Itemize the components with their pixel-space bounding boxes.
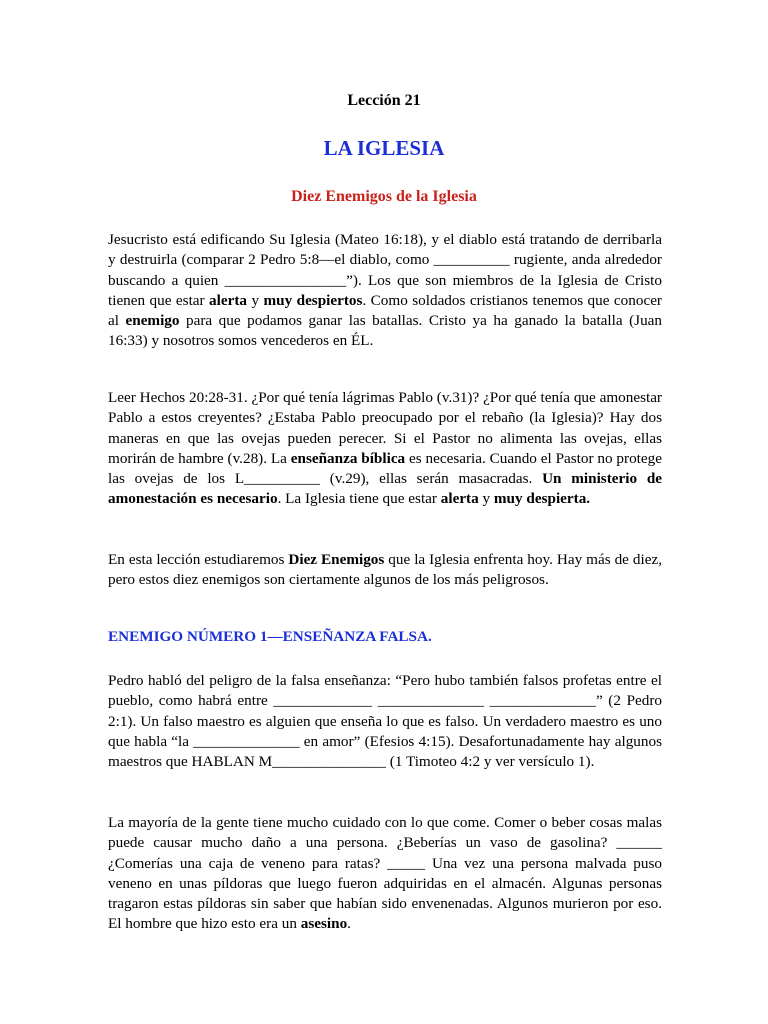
bold-run: Un ministerio de amonestación es necesario [108,470,663,508]
text-run: Leer Hechos 20:28-31. ¿Por qué tenía lágrimas Pablo (v.31)? ¿Por qué tenía que amonestar Pablo a estos creyentes? ¿Estaba Pablo preocupado por el rebaño (la Iglesia)? Hay dos maneras en que las ovejas pueden perecer. Si el Pastor no alimenta las ovejas, ellas morirán de hambre (v.28). La [108,389,662,467]
paragraph-mayoria [108,813,662,935]
text-run: . La Iglesia tiene que estar [277,490,441,508]
text-run: Pedro habló del peligro de la falsa enseñanza: “Pero hubo también falsos profetas entre el pueblo, como habrá entre _____________ ______________ ______________” (2 Pedro 2:1). Un falso maestro es alguien que enseña lo que es falso. Un verdadero maestro es uno que habla “la ______________ en amor” (Efesios 4:15). Desafortunadamente hay algunos maestros que HABLAN M_______________ (1 Timoteo 4:2 y ver versículo 1). [108,672,662,771]
text-run: . [347,915,351,933]
paragraph-intro [108,230,662,352]
page-subtitle: Diez Enemigos de la Iglesia [291,188,477,205]
bold-run: asesino [300,915,348,933]
enemy-heading-1: ENEMIGO NÚMERO 1—ENSEÑANZA FALSA. [108,628,432,645]
text-run: y [247,291,264,309]
bold-run: enseñanza bíblica [290,449,406,467]
paragraph-pedro [108,671,662,772]
bold-run: muy despiertos [263,291,363,309]
text-run: En esta lección estudiaremos [108,551,289,568]
text-run: y [478,490,494,508]
text-run: para que podamos ganar las batallas. Cristo ya ha ganado la batalla (Juan 16:33) y nosotros somos vencederos en ÉL. [108,312,663,350]
bold-run: Diez Enemigos [288,551,385,568]
bold-run: alerta [440,490,479,508]
bold-run: alerta [209,291,247,309]
text-run: La mayoría de la gente tiene mucho cuidado con lo que come. Comer o beber cosas malas puede causar mucho daño a una persona. ¿Beberías un vaso de gasolina? ______ ¿Comerías una caja de veneno para ratas? _____ Una vez una persona malvada puso veneno en unas píldoras que luego fueron adquiridas en el almacén. Algunas personas tragaron estas píldoras sin saber que habían sido envenenadas. Algunos murieron por eso. El hombre que hizo esto era un [108,814,662,933]
bold-run: muy despierta. [493,490,591,508]
text-run: Jesucristo está edificando Su Iglesia (Mateo 16:18), y el diablo está tratando de derribarla y destruirla (comparar 2 Pedro 5:8—el diablo, como __________ rugiente, anda alrededor buscando a quien ________________”). Los que son miembros de la Iglesia de Cristo tienen que estar [108,231,662,309]
text-run: es necesaria. Cuando el Pastor no protege las ovejas de los L__________ (v.29), ellas serán masacradas. [108,449,662,488]
text-run: . Como soldados cristianos tenemos que conocer al [108,291,662,330]
bold-run: enemigo [125,312,180,330]
paragraph-hechos [108,388,662,510]
paragraph-diez-enemigos [108,550,662,591]
lesson-number: Lección 21 [347,92,421,109]
page-title: LA IGLESIA [323,136,445,160]
text-run: que la Iglesia enfrenta hoy. Hay más de diez, pero estos diez enemigos son ciertamente algunos de los más peligrosos. [108,551,662,589]
